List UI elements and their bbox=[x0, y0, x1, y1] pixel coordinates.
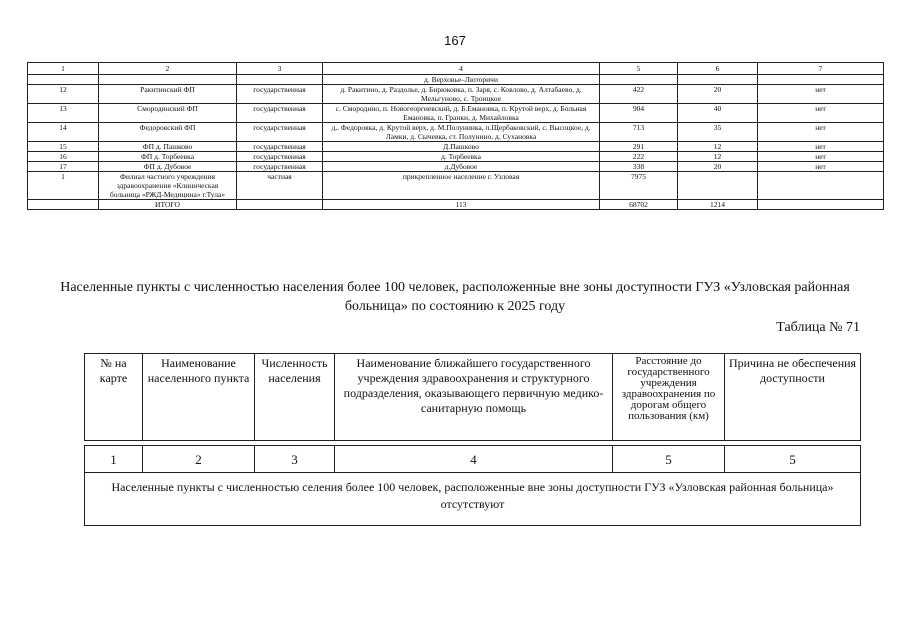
table-header-row bbox=[85, 354, 861, 441]
table-row bbox=[28, 172, 884, 200]
total-distance: 1214 bbox=[678, 200, 758, 210]
villages-cell: прикрепленное население г. Узловая bbox=[323, 172, 600, 200]
distance-cell: 12 bbox=[678, 142, 758, 152]
column-number: 3 bbox=[237, 63, 323, 75]
continuation-row bbox=[28, 75, 884, 85]
distance-cell bbox=[678, 172, 758, 200]
header-population: Численность населения bbox=[255, 354, 335, 441]
ownership-cell: государственная bbox=[237, 142, 323, 152]
column-number: 7 bbox=[758, 63, 884, 75]
table-row bbox=[28, 123, 884, 142]
ownership-cell: государственная bbox=[237, 104, 323, 123]
total-label: ИТОГО bbox=[99, 200, 237, 210]
page-number: 167 bbox=[444, 33, 466, 48]
total-count: 113 bbox=[323, 200, 600, 210]
ownership-cell: государственная bbox=[237, 152, 323, 162]
section-heading: Населенные пункты с численностью населения более 100 человек, расположенные вне зоны доступности ГУЗ «Узловская районная больница» по состоянию к 2025 году bbox=[60, 280, 850, 314]
distance-cell: 35 bbox=[678, 123, 758, 142]
continuation-text: д. Верховье–Люторичи bbox=[323, 75, 600, 85]
facility-name-cell: Филиал частного учреждения здравоохранения «Клиническая больница «РЖД-Медицина» г.Тула» bbox=[99, 172, 237, 200]
table-row bbox=[28, 85, 884, 104]
reason-cell: нет bbox=[758, 162, 884, 172]
reason-cell: нет bbox=[758, 152, 884, 162]
reason-cell: нет bbox=[758, 142, 884, 152]
column-number: 6 bbox=[678, 63, 758, 75]
column-number: 1 bbox=[28, 63, 99, 75]
empty-cell bbox=[758, 200, 884, 210]
header-nearest-facility: Наименование ближайшего государственного учреждения здравоохранения и структурного подразделения, оказывающего первичную медико-санитарную помощь bbox=[335, 354, 613, 441]
table-row bbox=[28, 142, 884, 152]
facility-name-cell: Федоровский ФП bbox=[99, 123, 237, 142]
header-map-number: № на карте bbox=[85, 354, 143, 441]
row-number-cell: 14 bbox=[28, 123, 99, 142]
column-number: 5 bbox=[725, 446, 861, 473]
population-cell: 338 bbox=[600, 162, 678, 172]
row-number-cell: 15 bbox=[28, 142, 99, 152]
table-row bbox=[28, 152, 884, 162]
population-cell: 291 bbox=[600, 142, 678, 152]
villages-cell: с. Смородино, п. Новогеоргиевский, д. Б.Емановка, п. Крутой верх, д. Больная Емановка, п. Гранки, д. Михайловка bbox=[323, 104, 600, 123]
row-number-cell: 17 bbox=[28, 162, 99, 172]
reason-cell: нет bbox=[758, 85, 884, 104]
column-number: 2 bbox=[99, 63, 237, 75]
column-number: 1 bbox=[85, 446, 143, 473]
villages-cell: Д.Пашково bbox=[323, 142, 600, 152]
reason-cell: нет bbox=[758, 123, 884, 142]
note-row bbox=[85, 473, 861, 526]
villages-cell: д.Дубовое bbox=[323, 162, 600, 172]
column-number: 5 bbox=[600, 63, 678, 75]
header-distance: Расстояние до государственного учреждения здравоохранения по дорогам общего пользования (км) bbox=[613, 354, 725, 441]
facility-name-cell: ФП д. Пашково bbox=[99, 142, 237, 152]
distance-cell: 12 bbox=[678, 152, 758, 162]
out-of-reach-table bbox=[84, 353, 861, 526]
facility-name-cell: ФП д. Дубовое bbox=[99, 162, 237, 172]
facilities-table bbox=[27, 62, 884, 210]
distance-cell: 20 bbox=[678, 85, 758, 104]
ownership-cell: государственная bbox=[237, 162, 323, 172]
column-numbers-row bbox=[85, 446, 861, 473]
column-number: 3 bbox=[255, 446, 335, 473]
table-number: Таблица № 71 bbox=[776, 320, 860, 335]
facility-name-cell: Ракитинский ФП bbox=[99, 85, 237, 104]
column-number: 4 bbox=[323, 63, 600, 75]
column-number: 5 bbox=[613, 446, 725, 473]
ownership-cell: частная bbox=[237, 172, 323, 200]
table-row bbox=[28, 162, 884, 172]
column-number: 2 bbox=[143, 446, 255, 473]
row-number-cell: 16 bbox=[28, 152, 99, 162]
header-settlement: Наименование населенного пункта bbox=[143, 354, 255, 441]
facility-name-cell: Смородинский ФП bbox=[99, 104, 237, 123]
villages-cell: д,. Федоровка, д. Крутой верх, д. М.Полунинка, п.Щербаковский, с. Высоцкое, д. Ламки, д. Сычевка, ст. Полунино, д. Сухановка bbox=[323, 123, 600, 142]
villages-cell: д. Торбеевка bbox=[323, 152, 600, 162]
population-cell: 713 bbox=[600, 123, 678, 142]
distance-cell: 40 bbox=[678, 104, 758, 123]
table-row bbox=[28, 104, 884, 123]
distance-cell: 20 bbox=[678, 162, 758, 172]
population-cell: 222 bbox=[600, 152, 678, 162]
population-cell: 422 bbox=[600, 85, 678, 104]
total-population: 68702 bbox=[600, 200, 678, 210]
row-number-cell: 13 bbox=[28, 104, 99, 123]
population-cell: 7975 bbox=[600, 172, 678, 200]
row-number-cell: 1 bbox=[28, 172, 99, 200]
ownership-cell: государственная bbox=[237, 123, 323, 142]
note-text: Населенные пункты с численностью селения более 100 человек, расположенные вне зоны доступности ГУЗ «Узловская районная больница» отсутствуют bbox=[85, 473, 861, 526]
table-header-row bbox=[28, 63, 884, 75]
villages-cell: д. Ракитино, д. Раздолье, д. Бирюковка, п. Заря, с. Ковлово, д. Алтабаево, д. Мельгуново, с. Троицкое bbox=[323, 85, 600, 104]
reason-cell bbox=[758, 172, 884, 200]
column-number: 4 bbox=[335, 446, 613, 473]
empty-cell bbox=[237, 200, 323, 210]
population-cell: 904 bbox=[600, 104, 678, 123]
facility-name-cell: ФП д. Торбеевка bbox=[99, 152, 237, 162]
empty-cell bbox=[28, 200, 99, 210]
header-reason: Причина не обеспечения доступности bbox=[725, 354, 861, 441]
reason-cell: нет bbox=[758, 104, 884, 123]
ownership-cell: государственная bbox=[237, 85, 323, 104]
total-row bbox=[28, 200, 884, 210]
row-number-cell: 12 bbox=[28, 85, 99, 104]
